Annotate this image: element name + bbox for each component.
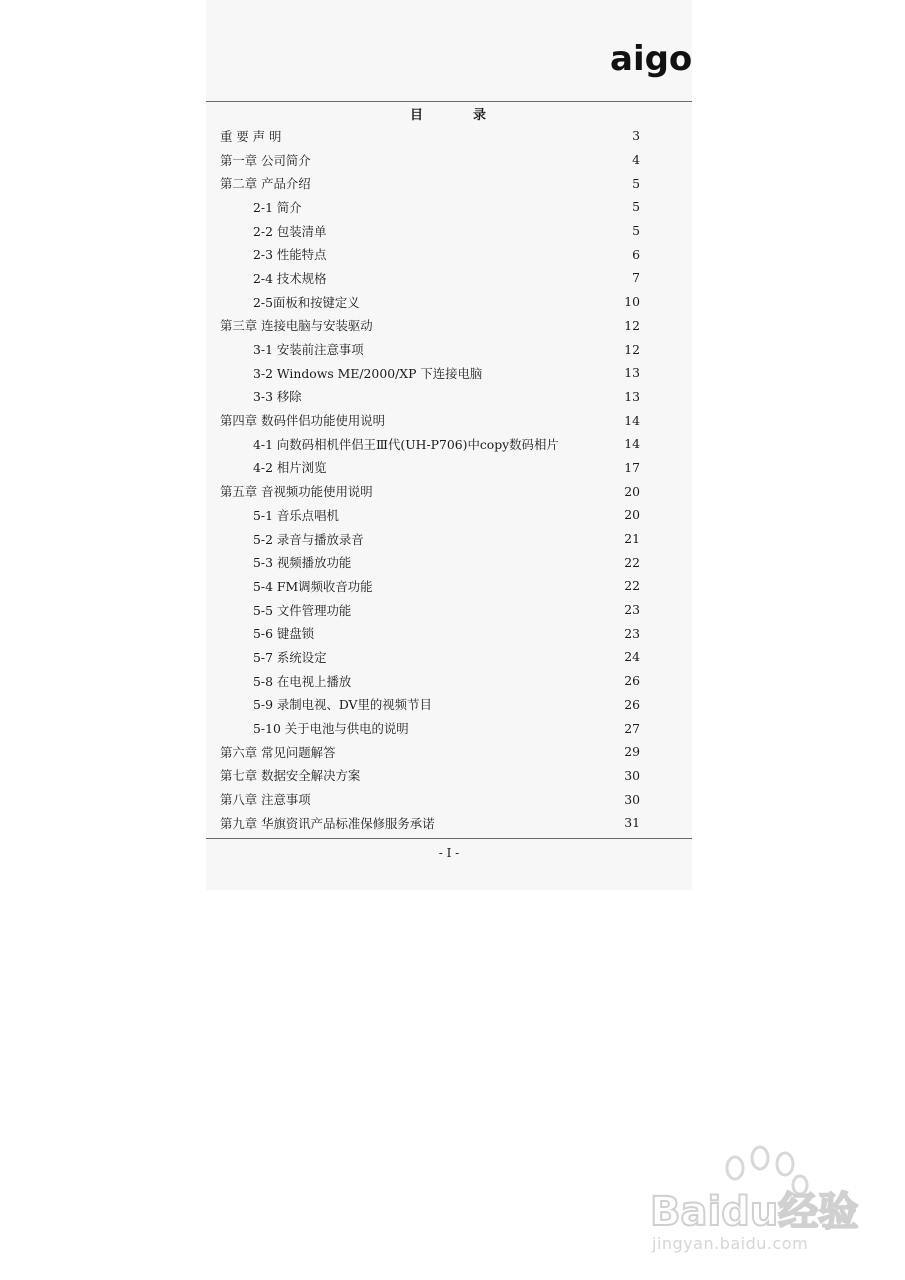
dot-leader xyxy=(315,154,622,166)
dot-leader xyxy=(330,248,622,260)
toc-entry-page: 14 xyxy=(624,436,640,452)
toc-entry-label: 2-4 技术规格 xyxy=(253,270,327,286)
toc-entry-page: 4 xyxy=(632,152,640,168)
dot-leader xyxy=(330,651,620,663)
toc-entry-label: 5-5 文件管理功能 xyxy=(253,602,352,618)
toc-entry-page: 26 xyxy=(624,696,640,712)
dot-leader xyxy=(315,177,622,189)
table-of-contents xyxy=(220,124,640,835)
toc-entry-label: 第五章 音视频功能使用说明 xyxy=(220,484,373,500)
toc-entry-page: 22 xyxy=(624,578,640,594)
toc-entry-page: 20 xyxy=(624,507,640,523)
dot-leader xyxy=(377,485,621,497)
dot-leader xyxy=(563,438,620,450)
toc-entry[interactable] xyxy=(220,337,640,361)
toc-entry[interactable] xyxy=(220,503,640,527)
dot-leader xyxy=(330,272,622,284)
toc-entry-page: 10 xyxy=(624,294,640,310)
toc-title-left: 目 xyxy=(409,108,425,123)
toc-entry-label: 4-2 相片浏览 xyxy=(253,460,327,476)
toc-entry-page: 29 xyxy=(624,744,640,760)
toc-entry-label: 第六章 常见问题解答 xyxy=(220,744,336,760)
toc-entry-label: 5-1 音乐点唱机 xyxy=(253,507,339,523)
toc-entry[interactable] xyxy=(220,740,640,764)
toc-entry-label: 2-3 性能特点 xyxy=(253,247,327,263)
toc-entry-label: 4-1 向数码相机伴侣王Ⅲ代(UH-P706)中copy数码相片 xyxy=(253,436,559,452)
toc-entry-page: 26 xyxy=(624,673,640,689)
toc-entry-label: 5-2 录音与播放录音 xyxy=(253,531,364,547)
toc-entry-page: 21 xyxy=(624,531,640,547)
toc-entry-page: 13 xyxy=(624,365,640,381)
watermark-brand: Baidu经验 xyxy=(650,1189,859,1235)
toc-entry-page: 13 xyxy=(624,388,640,404)
toc-entry-page: 7 xyxy=(632,270,640,286)
toc-entry-label: 3-3 移除 xyxy=(253,389,302,405)
toc-entry-label: 5-6 键盘锁 xyxy=(253,626,315,642)
toc-entry-page: 27 xyxy=(624,720,640,736)
toc-entry-label: 第七章 数据安全解决方案 xyxy=(220,768,361,784)
dot-leader xyxy=(389,414,620,426)
toc-entry-label: 第九章 华旗资讯产品标准保修服务承诺 xyxy=(220,815,435,831)
toc-entry-page: 5 xyxy=(632,199,640,215)
toc-entry-label: 3-1 安装前注意事项 xyxy=(253,342,364,358)
paw-icon xyxy=(727,1147,807,1194)
toc-entry[interactable] xyxy=(220,432,640,456)
toc-entry-label: 2-2 包装清单 xyxy=(253,223,327,239)
page-number: - I - xyxy=(438,846,460,860)
toc-entry[interactable] xyxy=(220,148,640,172)
toc-entry-page: 23 xyxy=(624,625,640,641)
dot-leader xyxy=(436,698,620,710)
toc-entry-label: 5-10 关于电池与供电的说明 xyxy=(253,721,409,737)
toc-entry-label: 3-2 Windows ME/2000/XP 下连接电脑 xyxy=(253,365,483,381)
toc-entry-page: 6 xyxy=(632,246,640,262)
toc-entry-label: 2-1 简介 xyxy=(253,199,302,215)
dot-leader xyxy=(315,793,621,805)
toc-entry[interactable] xyxy=(220,527,640,551)
dot-leader xyxy=(439,817,621,829)
toc-entry[interactable] xyxy=(220,645,640,669)
header-rule xyxy=(206,101,692,102)
toc-title-right: 录 xyxy=(473,108,489,123)
dot-leader xyxy=(368,533,621,545)
toc-entry-label: 第四章 数码伴侣功能使用说明 xyxy=(220,413,386,429)
toc-entry-label: 5-4 FM调频收音功能 xyxy=(253,578,373,594)
toc-entry-page: 14 xyxy=(624,412,640,428)
toc-entry-page: 12 xyxy=(624,341,640,357)
dot-leader xyxy=(486,367,620,379)
toc-entry[interactable] xyxy=(220,314,640,338)
toc-entry-label: 重 要 声 明 xyxy=(220,128,282,144)
toc-entry-page: 23 xyxy=(624,602,640,618)
toc-entry[interactable] xyxy=(220,124,640,148)
logo-text: aigo xyxy=(610,39,693,79)
toc-entry[interactable] xyxy=(220,787,640,811)
toc-entry-page: 17 xyxy=(624,459,640,475)
dot-leader xyxy=(364,769,620,781)
dot-leader xyxy=(285,130,622,142)
toc-entry[interactable] xyxy=(220,456,640,480)
dot-leader xyxy=(343,509,620,521)
toc-entry[interactable] xyxy=(220,266,640,290)
toc-entry-label: 5-9 录制电视、DV里的视频节目 xyxy=(253,697,432,713)
toc-entry-page: 31 xyxy=(624,815,640,831)
toc-entry-page: 24 xyxy=(624,649,640,665)
toc-entry[interactable] xyxy=(220,242,640,266)
toc-entry[interactable] xyxy=(220,574,640,598)
dot-leader xyxy=(355,556,620,568)
toc-entry-page: 12 xyxy=(624,317,640,333)
toc-entry[interactable] xyxy=(220,669,640,693)
watermark-url: jingyan.baidu.com xyxy=(652,1234,809,1253)
aigo-logo xyxy=(610,30,694,94)
dot-leader xyxy=(306,390,621,402)
toc-entry[interactable] xyxy=(220,621,640,645)
toc-entry[interactable] xyxy=(220,479,640,503)
toc-entry[interactable] xyxy=(220,385,640,409)
toc-entry[interactable] xyxy=(220,550,640,574)
toc-entry-label: 第二章 产品介绍 xyxy=(220,176,311,192)
footer-rule xyxy=(206,838,692,839)
toc-entry[interactable] xyxy=(220,598,640,622)
dot-leader xyxy=(355,604,620,616)
toc-entry-label: 第八章 注意事项 xyxy=(220,792,311,808)
dot-leader xyxy=(306,201,622,213)
dot-leader xyxy=(330,225,622,237)
toc-entry-label: 第一章 公司简介 xyxy=(220,152,311,168)
toc-entry[interactable] xyxy=(220,764,640,788)
dot-leader xyxy=(330,461,620,473)
toc-entry-page: 30 xyxy=(624,767,640,783)
dot-leader xyxy=(355,675,620,687)
toc-entry-page: 20 xyxy=(624,483,640,499)
dot-leader xyxy=(364,296,621,308)
toc-entry-page: 5 xyxy=(632,175,640,191)
toc-entry[interactable] xyxy=(220,811,640,835)
toc-entry[interactable] xyxy=(220,290,640,314)
toc-entry-label: 5-3 视频播放功能 xyxy=(253,555,352,571)
toc-entry[interactable] xyxy=(220,219,640,243)
toc-entry[interactable] xyxy=(220,408,640,432)
toc-entry-page: 5 xyxy=(632,223,640,239)
toc-entry[interactable] xyxy=(220,195,640,219)
toc-entry[interactable] xyxy=(220,716,640,740)
toc-entry-label: 第三章 连接电脑与安装驱动 xyxy=(220,318,373,334)
dot-leader xyxy=(339,746,620,758)
dot-leader xyxy=(368,343,621,355)
dot-leader xyxy=(413,722,621,734)
toc-entry[interactable] xyxy=(220,171,640,195)
dot-leader xyxy=(318,627,620,639)
toc-entry-label: 5-8 在电视上播放 xyxy=(253,673,352,689)
toc-entry-page: 30 xyxy=(624,791,640,807)
toc-entry[interactable] xyxy=(220,361,640,385)
toc-entry-page: 3 xyxy=(632,128,640,144)
toc-entry[interactable] xyxy=(220,693,640,717)
toc-title xyxy=(206,104,692,123)
toc-entry-label: 5-7 系统设定 xyxy=(253,649,327,665)
dot-leader xyxy=(377,319,621,331)
toc-entry-page: 22 xyxy=(624,554,640,570)
dot-leader xyxy=(377,580,621,592)
toc-entry-label: 2-5面板和按键定义 xyxy=(253,294,360,310)
